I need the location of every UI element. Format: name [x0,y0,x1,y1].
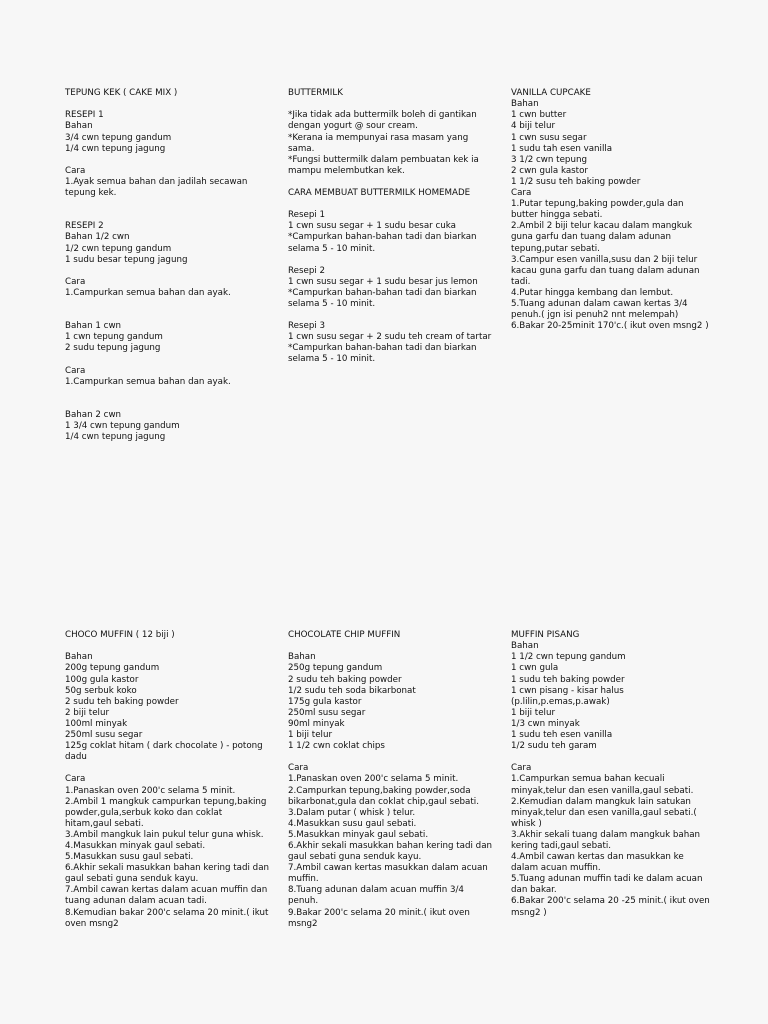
section-choco-muffin [65,608,270,930]
section-title: BUTTERMILK [288,88,343,99]
section-body: Bahan 1 cwn butter 4 biji telur 1 cwn susu segar 1 sudu tah esen vanilla 3 1/2 cwn tepung 2 cwn gula kastor 1 1/2 susu teh baking powder Cara 1.Putar tepung,baking powder,gula dan butter hingga sebati. 2.Ambil 2 biji telur kacau dalam mangkuk guna garfu dan tuang dalam adunan tepung,putar sebati. 3.Campur esen vanilla,susu dan 2 biji telur kacau guna garfu dan tuang dalam adunan tadi. 4.Putar hingga kembang dan lembut. 5.Tuang adunan dalam cawan kertas 3/4 penuh.( jgn isi penuh2 nnt melempah) 6.Bakar 20-25minit 170'c.( ikut oven msng2 ) [511,99,709,332]
section-cake-mix [65,66,270,443]
section-body: Bahan 250g tepung gandum 2 sudu teh baking powder 1/2 sudu teh soda bikarbonat 175g gula kastor 250ml susu segar 90ml minyak 1 biji telur 1 1/2 cwn coklat chips Cara 1.Panaskan oven 200'c selama 5 minit. 2.Campurkan tepung,baking powder,soda bikarbonat,gula dan coklat chip,gaul sebati. 3.Dalam putar ( whisk ) telur. 4.Masukkan susu gaul sebati. 5.Masukkan minyak gaul sebati. 6.Akhir sekali masukkan bahan kering tadi dan gaul sebati guna senduk kayu. 7.Ambil cawan kertas masukkan dalam acuan muffin. 8.Tuang adunan dalam acuan muffin 3/4 penuh. 9.Bakar 200'c selama 20 minit.( ikut oven msng2 [288,652,493,929]
section-title: CHOCO MUFFIN ( 12 biji ) [65,630,175,641]
section-vanilla-cupcake [511,66,711,332]
section-buttermilk [288,66,493,366]
section-title: CHOCOLATE CHIP MUFFIN [288,630,401,641]
section-title: MUFFIN PISANG [511,630,580,641]
section-title: VANILLA CUPCAKE [511,88,591,99]
section-chocolate-chip-muffin [288,608,493,930]
section-body: Bahan 200g tepung gandum 100g gula kastor 50g serbuk koko 2 sudu teh baking powder 2 biji telur 100ml minyak 250ml susu segar 125g coklat hitam ( dark chocolate ) - potong dadu Cara 1.Panaskan oven 200'c selama 5 minit. 2.Ambil 1 mangkuk campurkan tepung,baking powder,gula,serbuk koko dan coklat hitam,gaul sebati. 3.Ambil mangkuk lain pukul telur guna whisk. 4.Masukkan minyak gaul sebati. 5.Masukkan susu gaul sebati. 6.Akhir sekali masukkan bahan kering tadi dan gaul sebati guna senduk kayu. 7.Ambil cawan kertas dalam acuan muffin dan tuang adunan dalam acuan tadi. 8.Kemudian bakar 200'c selama 20 minit.( ikut oven msng2 [65,652,270,929]
section-body: *Jika tidak ada buttermilk boleh di gantikan dengan yogurt @ sour cream. *Kerana ia mempunyai rasa masam yang sama. *Fungsi buttermilk dalam pembuatan kek ia mampu melembutkan kek. CARA MEMBUAT BUTTERMILK HOMEMADE Resepi 1 1 cwn susu segar + 1 sudu besar cuka *Campurkan bahan-bahan tadi dan biarkan selama 5 - 10 minit. Resepi 2 1 cwn susu segar + 1 sudu besar jus lemon *Campurkan bahan-bahan tadi dan biarkan selama 5 - 10 minit. Resepi 3 1 cwn susu segar + 2 sudu teh cream of tartar *Campurkan bahan-bahan tadi dan biarkan selama 5 - 10 minit. [288,110,492,365]
section-title: TEPUNG KEK ( CAKE MIX ) [65,88,178,99]
section-body: RESEPI 1 Bahan 3/4 cwn tepung gandum 1/4 cwn tepung jagung Cara 1.Ayak semua bahan dan jadilah secawan tepung kek. RESEPI 2 Bahan 1/2 cwn 1/2 cwn tepung gandum 1 sudu besar tepung jagung Cara 1.Campurkan semua bahan dan ayak. Bahan 1 cwn 1 cwn tepung gandum 2 sudu tepung jagung Cara 1.Campurkan semua bahan dan ayak. Bahan 2 cwn 1 3/4 cwn tepung gandum 1/4 cwn tepung jagung [65,110,248,443]
section-muffin-pisang [511,608,711,919]
section-body: Bahan 1 1/2 cwn tepung gandum 1 cwn gula 1 sudu teh baking powder 1 cwn pisang - kisar halus (p.lilin,p.emas,p.awak) 1 biji telur 1/3 cwn minyak 1 sudu teh esen vanilla 1/2 sudu teh garam Cara 1.Campurkan semua bahan kecuali minyak,telur dan esen vanilla,gaul sebati. 2.Kemudian dalam mangkuk lain satukan minyak,telur dan esen vanilla,gaul sebati.( whisk ) 3.Akhir sekali tuang dalam mangkuk bahan kering tadi,gaul sebati. 4.Ambil cawan kertas dan masukkan ke dalam acuan muffin. 5.Tuang adunan muffin tadi ke dalam acuan dan bakar. 6.Bakar 200'c selama 20 -25 minit.( ikut oven msng2 ) [511,641,710,918]
